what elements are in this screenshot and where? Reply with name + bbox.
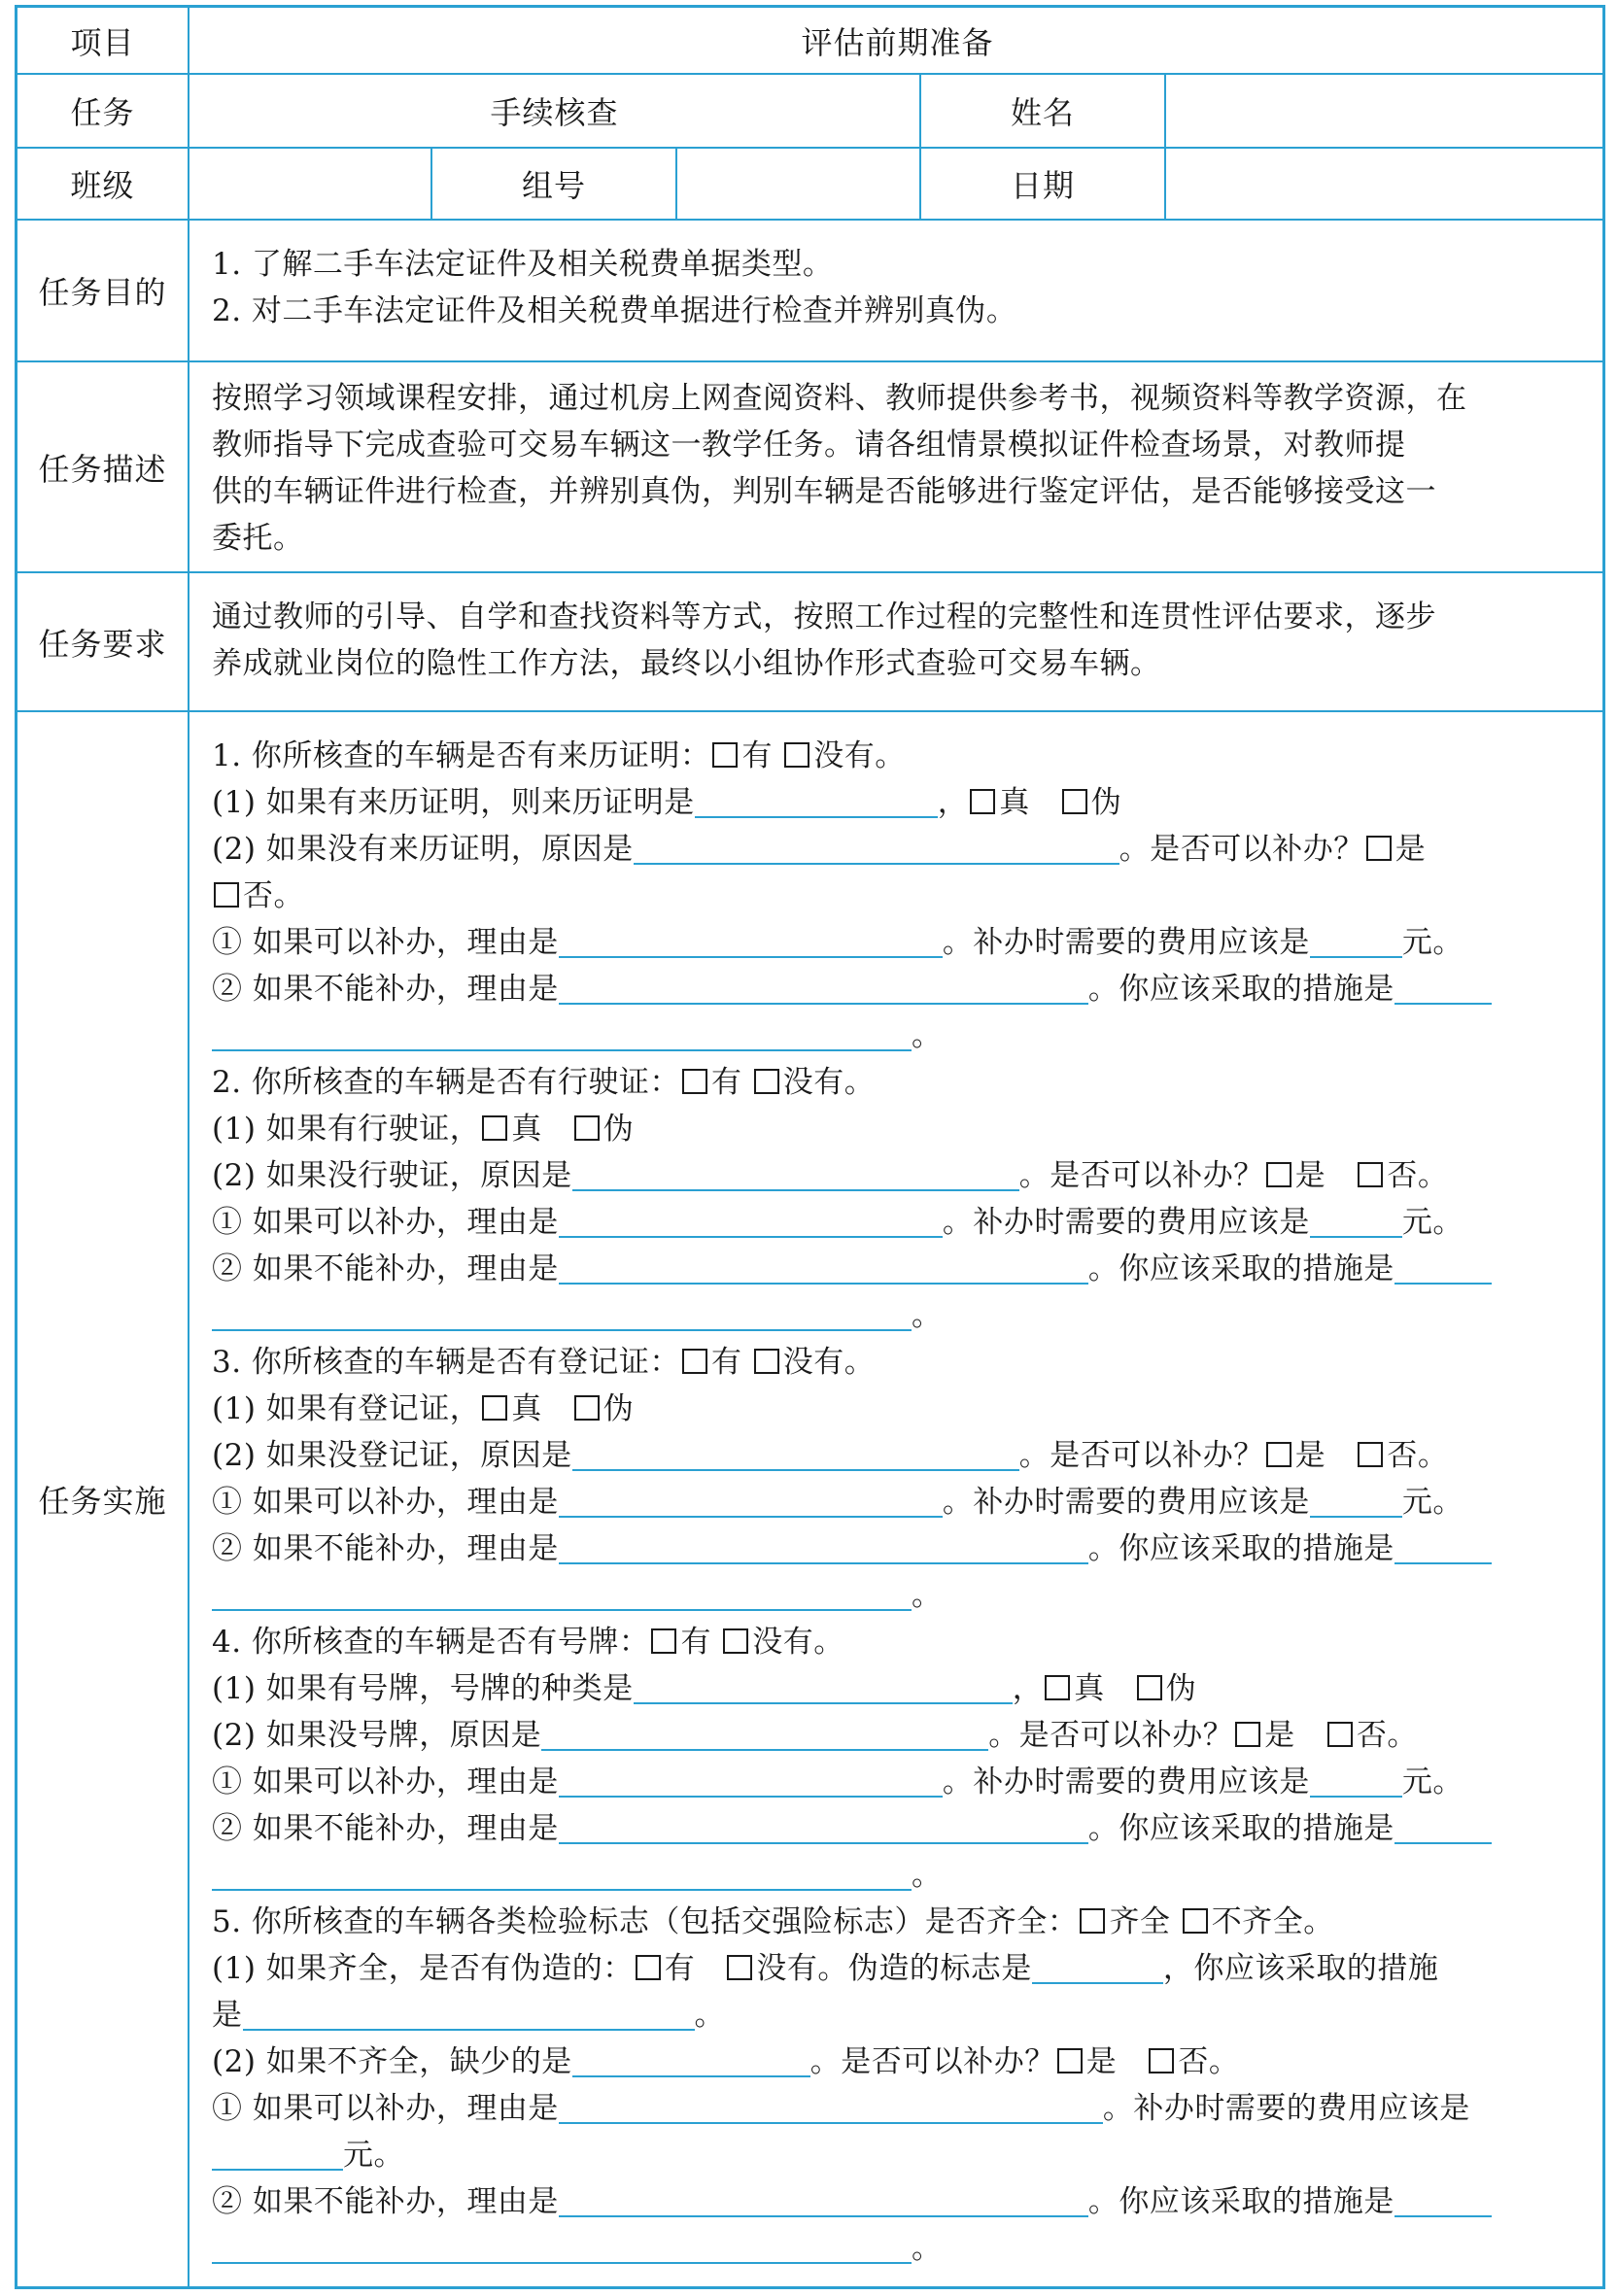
- punctuation: ，: [937, 785, 969, 820]
- label-column-divider: [188, 8, 189, 2286]
- measure-blank[interactable]: [212, 2227, 912, 2264]
- q1-title-line: [212, 733, 1583, 779]
- punctuation: 。: [912, 1858, 943, 1893]
- q3-line4: [212, 1525, 1583, 1572]
- option-label: 齐全: [1109, 1904, 1171, 1939]
- option-label: 没有。: [813, 738, 906, 773]
- question-text: (2) 如果没号牌，原因是: [212, 1718, 542, 1753]
- unit-label: 元。: [1401, 1205, 1463, 1240]
- question-text: 。你应该采取的措施是: [1087, 1531, 1394, 1566]
- date-field[interactable]: [1166, 149, 1605, 219]
- option-label: 是: [1294, 1438, 1326, 1473]
- question-text: (1) 如果有来历证明，则来历证明是: [212, 785, 695, 820]
- task-value: 手续核查: [490, 94, 619, 131]
- answer-blank[interactable]: [559, 968, 1088, 1005]
- row-divider: [17, 710, 1602, 712]
- q1-line4: [212, 966, 1583, 1012]
- question-text: ① 如果可以补办，理由是: [212, 1765, 559, 1799]
- option-label: 否。: [1387, 1438, 1449, 1473]
- answer-blank[interactable]: [695, 781, 938, 818]
- q5-line2: [212, 2039, 1583, 2085]
- checkbox[interactable]: [574, 1115, 600, 1141]
- checkbox[interactable]: [727, 1955, 752, 1980]
- question-text: ② 如果不能补办，理由是: [212, 972, 559, 1007]
- option-label: 有: [680, 1625, 711, 1660]
- question-text: 。是否可以补办？: [1018, 1158, 1264, 1193]
- q4-line1: [212, 1665, 1583, 1712]
- option-label: 有: [664, 1951, 696, 1986]
- punctuation: ，: [1012, 1671, 1044, 1706]
- checkbox[interactable]: [651, 1628, 676, 1654]
- checkbox[interactable]: [682, 1349, 707, 1374]
- question-text: 。是否可以补办？: [1018, 1438, 1264, 1473]
- question-text: (2) 如果没有来历证明，原因是: [212, 832, 634, 867]
- checkbox[interactable]: [1358, 1162, 1383, 1187]
- group-label: 组号: [521, 167, 586, 204]
- requirement-text: [212, 594, 1583, 687]
- objective-line: 2. 对二手车法定证件及相关税费单据进行检查并辨别真伪。: [212, 293, 1017, 328]
- answer-blank[interactable]: [559, 1248, 1088, 1285]
- checkbox[interactable]: [1235, 1722, 1260, 1747]
- question-text: (1) 如果有行驶证，: [212, 1112, 481, 1147]
- q1-line1: [212, 779, 1583, 826]
- q3-line1: [212, 1386, 1583, 1432]
- q3-line3: [212, 1479, 1583, 1525]
- answer-blank[interactable]: [559, 1201, 943, 1238]
- q3-line2: [212, 1432, 1583, 1479]
- q5-title-line: [212, 1899, 1583, 1945]
- option-label: 真: [511, 1112, 542, 1147]
- q1-line3: [212, 919, 1583, 966]
- question-text: ① 如果可以补办，理由是: [212, 1205, 559, 1240]
- checkbox[interactable]: [784, 742, 809, 768]
- option-label: 否。: [1387, 1158, 1449, 1193]
- checkbox[interactable]: [1266, 1162, 1291, 1187]
- checkbox[interactable]: [1045, 1675, 1070, 1700]
- option-label: 有: [741, 738, 773, 773]
- answer-blank[interactable]: [634, 1667, 1013, 1704]
- project-value: 评估前期准备: [801, 23, 994, 61]
- requirement-line: 通过教师的引导、自学和查找资料等方式，按照工作过程的完整性和连贯性评估要求，逐步: [212, 600, 1436, 634]
- option-label: 没有。: [752, 1625, 844, 1660]
- question-text: 。你应该采取的措施是: [1087, 1811, 1394, 1846]
- q1-line2-cont: [212, 873, 1583, 919]
- checkbox[interactable]: [574, 1395, 600, 1421]
- question-text: 是: [212, 1998, 243, 2033]
- punctuation: 。: [912, 1018, 943, 1053]
- option-label: 没有。伪造的标志是: [756, 1951, 1032, 1986]
- q5-line3: [212, 2085, 1583, 2132]
- question-text: ② 如果不能补办，理由是: [212, 2184, 559, 2219]
- q5-line3-cont: [212, 2132, 1583, 2178]
- project-label: 项目: [70, 23, 135, 61]
- q4-title: 4. 你所核查的车辆是否有号牌：: [212, 1625, 650, 1660]
- measure-blank[interactable]: [212, 1574, 912, 1611]
- q5-line4: [212, 2178, 1583, 2225]
- class-field[interactable]: [189, 149, 430, 219]
- question-text: 。是否可以补办？: [1119, 832, 1364, 867]
- description-text: [212, 375, 1583, 562]
- option-label: 没有。: [782, 1345, 876, 1380]
- fee-blank[interactable]: [212, 2134, 343, 2171]
- q2-title-line: [212, 1059, 1583, 1106]
- option-label: 真: [511, 1391, 542, 1426]
- question-text: 。补办时需要的费用应该是: [942, 1485, 1310, 1520]
- name-label: 姓名: [1010, 94, 1075, 131]
- q3-title: 3. 你所核查的车辆是否有登记证：: [212, 1345, 680, 1380]
- measure-blank[interactable]: [1394, 968, 1492, 1005]
- checkbox[interactable]: [1327, 1722, 1353, 1747]
- measure-blank[interactable]: [212, 1854, 912, 1891]
- measure-blank[interactable]: [1394, 2180, 1492, 2217]
- objective-line: 1. 了解二手车法定证件及相关税费单据类型。: [212, 247, 834, 282]
- date-label: 日期: [1010, 167, 1075, 204]
- punctuation: 。: [912, 2231, 943, 2266]
- requirement-label: 任务要求: [38, 625, 167, 663]
- task-form: [15, 5, 1605, 2289]
- checkbox[interactable]: [482, 1115, 507, 1141]
- q5-line1-cont: [212, 1992, 1583, 2039]
- implementation-text: [212, 733, 1583, 2272]
- answer-blank[interactable]: [559, 1807, 1088, 1844]
- option-label: 伪: [1090, 785, 1122, 820]
- row-divider: [17, 219, 1602, 221]
- option-label: 伪: [602, 1391, 635, 1426]
- answer-blank[interactable]: [572, 2040, 810, 2077]
- requirement-line: 养成就业岗位的隐性工作方法，最终以小组协作形式查验可交易车辆。: [212, 646, 1161, 681]
- question-text: (1) 如果齐全，是否有伪造的：: [212, 1951, 634, 1986]
- answer-blank[interactable]: [634, 828, 1119, 865]
- punctuation: 。: [912, 1298, 943, 1333]
- option-label: 是: [1294, 1158, 1326, 1193]
- checkbox[interactable]: [636, 1955, 661, 1980]
- measure-blank[interactable]: [243, 1994, 695, 2031]
- checkbox[interactable]: [1183, 1908, 1208, 1934]
- checkbox[interactable]: [1137, 1675, 1162, 1700]
- q2-line2: [212, 1152, 1583, 1199]
- checkbox[interactable]: [970, 789, 995, 814]
- answer-blank[interactable]: [559, 921, 943, 958]
- checkbox[interactable]: [754, 1349, 779, 1374]
- q4-line2: [212, 1712, 1583, 1759]
- option-label: 是: [1394, 832, 1427, 867]
- q4-line3: [212, 1759, 1583, 1805]
- description-line: 按照学习领域课程安排，通过机房上网查阅资料、教师提供参考书，视频资料等教学资源，在: [212, 381, 1467, 416]
- answer-blank[interactable]: [559, 1527, 1088, 1564]
- question-text: (1) 如果有登记证，: [212, 1391, 481, 1426]
- option-label: 不齐全。: [1211, 1904, 1334, 1939]
- question-text: ② 如果不能补办，理由是: [212, 1811, 559, 1846]
- q2-title: 2. 你所核查的车辆是否有行驶证：: [212, 1065, 680, 1100]
- checkbox[interactable]: [1149, 2048, 1174, 2073]
- q3-line4-cont: [212, 1572, 1583, 1619]
- q1-line4-cont: [212, 1012, 1583, 1059]
- q3-title-line: [212, 1339, 1583, 1386]
- question-text: ② 如果不能补办，理由是: [212, 1531, 559, 1566]
- description-label: 任务描述: [38, 450, 167, 488]
- q5-line4-cont: [212, 2225, 1583, 2272]
- option-label: 有: [710, 1345, 742, 1380]
- answer-blank[interactable]: [1032, 1947, 1163, 1984]
- unit-label: 元。: [1401, 1485, 1463, 1520]
- class-label: 班级: [70, 167, 135, 204]
- checkbox[interactable]: [1358, 1442, 1383, 1467]
- question-text: 。补办时需要的费用应该是: [942, 1765, 1310, 1799]
- checkbox[interactable]: [723, 1628, 748, 1654]
- answer-blank[interactable]: [559, 2087, 1103, 2124]
- unit-label: 元。: [343, 2138, 404, 2173]
- implementation-label: 任务实施: [38, 1483, 167, 1520]
- description-line: 教师指导下完成查验可交易车辆这一教学任务。请各组情景模拟证件检查场景，对教师提: [212, 428, 1406, 463]
- answer-blank[interactable]: [559, 1761, 943, 1798]
- q4-title-line: [212, 1619, 1583, 1665]
- q4-line4: [212, 1805, 1583, 1852]
- q2-line1: [212, 1106, 1583, 1152]
- checkbox[interactable]: [1366, 836, 1392, 861]
- answer-blank[interactable]: [572, 1154, 1019, 1191]
- answer-blank[interactable]: [559, 1481, 943, 1518]
- option-label: 是: [1085, 2044, 1118, 2079]
- question-text: 。补办时需要的费用应该是: [942, 925, 1310, 960]
- option-label: 真: [1074, 1671, 1105, 1706]
- checkbox[interactable]: [214, 882, 239, 908]
- punctuation: 。: [912, 1578, 943, 1613]
- checkbox[interactable]: [482, 1395, 507, 1421]
- checkbox[interactable]: [1080, 1908, 1105, 1934]
- q2-line4-cont: [212, 1292, 1583, 1339]
- description-line: 委托。: [212, 521, 304, 556]
- fee-blank[interactable]: [1310, 1201, 1402, 1238]
- question-text: ① 如果可以补办，理由是: [212, 2091, 559, 2126]
- question-text: ① 如果可以补办，理由是: [212, 1485, 559, 1520]
- question-text: 。你应该采取的措施是: [1087, 1251, 1394, 1286]
- question-text: ① 如果可以补办，理由是: [212, 925, 559, 960]
- question-text: ② 如果不能补办，理由是: [212, 1251, 559, 1286]
- question-text: 。是否可以补办？: [988, 1718, 1234, 1753]
- q1-title: 1. 你所核查的车辆是否有来历证明：: [212, 738, 711, 773]
- fee-blank[interactable]: [1310, 921, 1402, 958]
- question-text: 。补办时需要的费用应该是: [942, 1205, 1310, 1240]
- answer-blank[interactable]: [541, 1714, 988, 1751]
- description-line: 供的车辆证件进行检查，并辨别真伪，判别车辆是否能够进行鉴定评估，是否能够接受这一: [212, 474, 1436, 509]
- row-divider: [17, 571, 1602, 573]
- measure-blank[interactable]: [212, 1014, 912, 1051]
- checkbox[interactable]: [1057, 2048, 1083, 2073]
- objective-text: [212, 241, 1583, 334]
- question-text: (1) 如果有号牌，号牌的种类是: [212, 1671, 634, 1706]
- question-text: 。你应该采取的措施是: [1087, 2184, 1394, 2219]
- q2-line3: [212, 1199, 1583, 1246]
- q5-title: 5. 你所核查的车辆各类检验标志（包括交强险标志）是否齐全：: [212, 1904, 1079, 1939]
- answer-blank[interactable]: [572, 1434, 1019, 1471]
- task-label: 任务: [70, 94, 135, 131]
- measure-blank[interactable]: [1394, 1248, 1492, 1285]
- checkbox[interactable]: [1062, 789, 1087, 814]
- option-label: 伪: [1165, 1671, 1197, 1706]
- q1-line2: [212, 826, 1583, 873]
- question-text: 。是否可以补办？: [809, 2044, 1055, 2079]
- q2-line4: [212, 1246, 1583, 1292]
- measure-blank[interactable]: [1394, 1527, 1492, 1564]
- option-label: 伪: [602, 1112, 635, 1147]
- question-text: (2) 如果没行驶证，原因是: [212, 1158, 572, 1193]
- name-field[interactable]: [1166, 75, 1605, 147]
- question-text: (2) 如果不齐全，缺少的是: [212, 2044, 572, 2079]
- q4-line4-cont: [212, 1852, 1583, 1899]
- measure-blank[interactable]: [1394, 1807, 1492, 1844]
- group-field[interactable]: [677, 149, 919, 219]
- objective-label: 任务目的: [38, 274, 167, 311]
- row-divider: [17, 360, 1602, 362]
- fee-blank[interactable]: [1310, 1481, 1402, 1518]
- checkbox[interactable]: [712, 742, 738, 768]
- question-text: (2) 如果没登记证，原因是: [212, 1438, 572, 1473]
- option-label: 是: [1264, 1718, 1295, 1753]
- question-text: ，你应该采取的措施: [1162, 1951, 1439, 1986]
- option-label: 有: [710, 1065, 742, 1100]
- option-label: 否。: [1178, 2044, 1240, 2079]
- punctuation: 。: [694, 1998, 725, 2033]
- checkbox[interactable]: [1266, 1442, 1291, 1467]
- option-label: 否。: [243, 878, 304, 913]
- question-text: 。你应该采取的措施是: [1087, 972, 1394, 1007]
- question-text: 。补办时需要的费用应该是: [1102, 2091, 1470, 2126]
- answer-blank[interactable]: [559, 2180, 1088, 2217]
- option-label: 真: [999, 785, 1030, 820]
- q5-line1: [212, 1945, 1583, 1992]
- measure-blank[interactable]: [212, 1294, 912, 1331]
- unit-label: 元。: [1401, 925, 1463, 960]
- fee-blank[interactable]: [1310, 1761, 1402, 1798]
- option-label: 没有。: [782, 1065, 876, 1100]
- checkbox[interactable]: [754, 1069, 779, 1094]
- option-label: 否。: [1356, 1718, 1418, 1753]
- checkbox[interactable]: [682, 1069, 707, 1094]
- unit-label: 元。: [1401, 1765, 1463, 1799]
